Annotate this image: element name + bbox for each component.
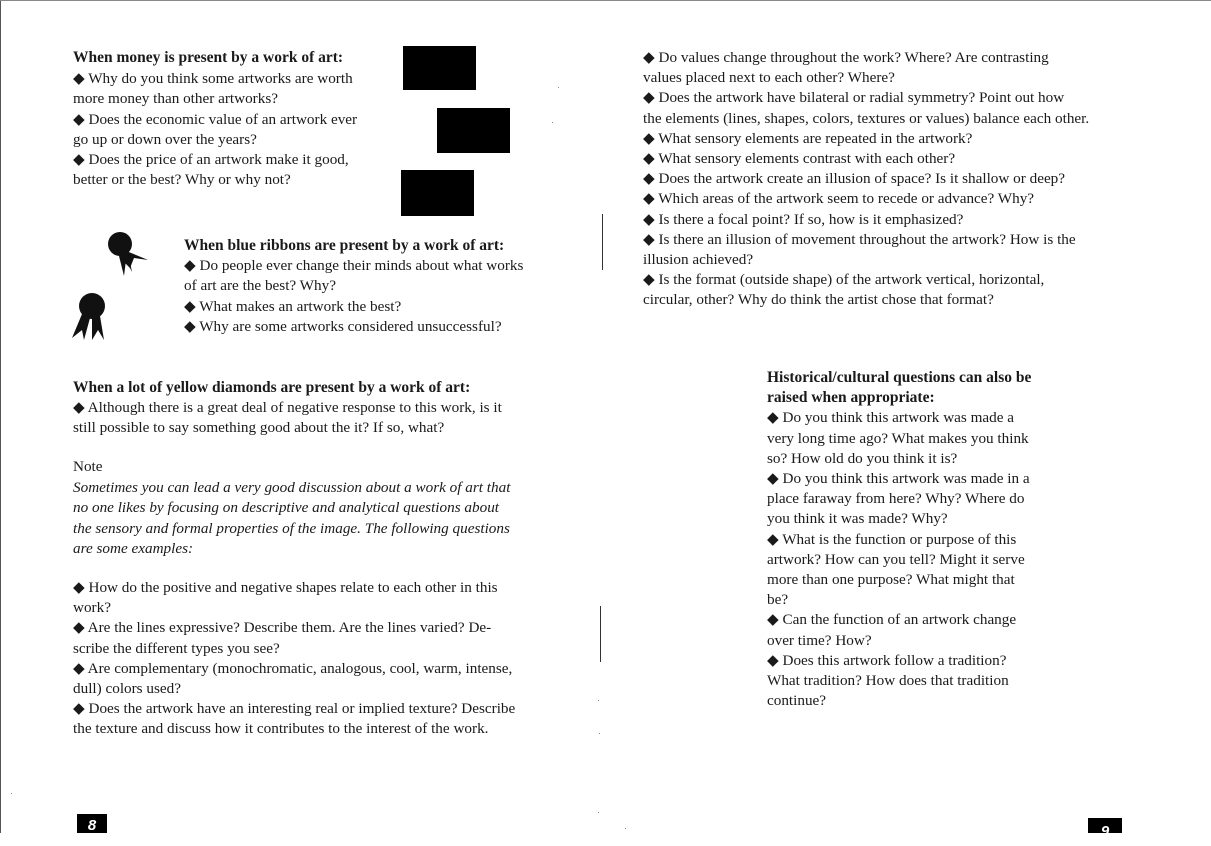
historical-line: over time? How? [767,631,872,649]
ribbons-heading: When blue ribbons are present by a work of art: [184,237,505,254]
diamonds-line: still possible to say something good about the it? If so, what? [73,419,445,437]
ribbons-line: ◆ Do people ever change their minds about what works [184,257,524,275]
blue-ribbon-icon [104,228,150,280]
sensory-line: ◆ What sensory elements are repeated in the artwork? [643,129,973,147]
historical-heading: Historical/cultural questions can also be [767,369,1032,386]
formal-line: dull) colors used? [73,680,181,698]
historical-line: ◆ What is the function or purpose of this [767,530,1017,548]
historical-questions-section [767,368,1087,711]
sensory-line: ◆ Which areas of the artwork seem to recede or advance? Why? [643,190,1035,208]
formal-line: scribe the different types you see? [73,639,280,657]
money-symbol-box [403,46,476,90]
formal-line: ◆ Does the artwork have an interesting real or implied texture? Describe [73,700,516,718]
scan-speck [552,122,553,123]
diamonds-line: ◆ Although there is a great deal of negative response to this work, is it [73,399,502,417]
page-edge-left [0,0,1,833]
historical-line: you think it was made? Why? [767,510,948,528]
sensory-line: ◆ Does the artwork have bilateral or radial symmetry? Point out how [643,89,1065,107]
ribbons-section [184,236,584,337]
historical-line: so? How old do you think it is? [767,449,958,467]
page-edge-top [0,0,1211,1]
note-line: Sometimes you can lead a very good discussion about a work of art that [73,479,511,497]
formal-line: ◆ Are the lines expressive? Describe them. Are the lines varied? De- [73,619,492,637]
note-title: Note [73,458,103,475]
sensory-line: values placed next to each other? Where? [643,69,895,87]
historical-line: continue? [767,692,827,710]
sensory-line: ◆ Is there a focal point? If so, how is it emphasized? [643,210,964,228]
money-line: ◆ Why do you think some artworks are worth [73,70,353,88]
note-line: are some examples: [73,539,194,557]
historical-line: be? [767,591,789,609]
sensory-line: ◆ Do values change throughout the work? Where? Are contrasting [643,49,1049,66]
money-line: more money than other artworks? [73,90,278,108]
sensory-questions-section [643,48,1163,311]
money-line: ◆ Does the economic value of an artwork ever [73,110,358,128]
money-heading: When money is present by a work of art: [73,49,344,66]
sensory-line: ◆ Does the artwork create an illusion of space? Is it shallow or deep? [643,170,1066,188]
sensory-line: illusion achieved? [643,251,754,269]
money-symbol-box [437,108,510,153]
ribbons-line: ◆ Why are some artworks considered unsuccessful? [184,317,502,335]
blue-ribbon-icon [68,290,112,342]
historical-line: ◆ Does this artwork follow a tradition? [767,651,1007,669]
ribbons-line: ◆ What makes an artwork the best? [184,297,402,315]
historical-line: place faraway from here? Why? Where do [767,490,1025,508]
scan-speck [558,87,559,88]
historical-line: ◆ Can the function of an artwork change [767,611,1017,629]
diamonds-section [73,378,593,439]
sensory-line: circular, other? Why do think the artist chose that format? [643,291,994,309]
formal-line: work? [73,599,111,617]
historical-line: What tradition? How does that tradition [767,672,1009,690]
formal-line: ◆ How do the positive and negative shapes relate to each other in this [73,579,498,596]
sensory-line: ◆ What sensory elements contrast with each other? [643,150,956,168]
sensory-line: ◆ Is there an illusion of movement throughout the artwork? How is the [643,230,1076,248]
money-line: ◆ Does the price of an artwork make it good, [73,151,349,169]
historical-line: more than one purpose? What might that [767,571,1015,589]
sensory-line: the elements (lines, shapes, colors, textures or values) balance each other. [643,109,1090,127]
scan-speck [599,733,600,734]
note-section [73,457,593,559]
scan-speck [598,812,599,813]
scan-speck [598,700,599,701]
historical-line: ◆ Do you think this artwork was made in a [767,470,1030,488]
page-number-left: 8 [77,814,107,833]
sensory-line: ◆ Is the format (outside shape) of the artwork vertical, horizontal, [643,271,1045,289]
money-symbol-box [401,170,474,216]
historical-line: ◆ Do you think this artwork was made a [767,409,1015,427]
gutter-mark [600,606,601,662]
historical-line: very long time ago? What makes you think [767,429,1029,447]
scan-speck [625,828,626,829]
formal-questions-section [73,578,593,740]
ribbons-line: of art are the best? Why? [184,277,336,295]
formal-line: the texture and discuss how it contributes to the interest of the work. [73,720,489,738]
money-line: better or the best? Why or why not? [73,171,291,189]
money-section [73,48,403,190]
gutter-mark [602,214,603,270]
scan-speck [11,793,12,794]
page-number-right: 9 [1088,818,1122,833]
note-line: no one likes by focusing on descriptive and analytical questions about [73,499,500,517]
note-line: the sensory and formal properties of the image. The following questions [73,519,510,537]
money-line: go up or down over the years? [73,130,257,148]
diamonds-heading: When a lot of yellow diamonds are present by a work of art: [73,379,471,396]
historical-line: artwork? How can you tell? Might it serve [767,550,1025,568]
historical-heading: raised when appropriate: [767,389,935,407]
formal-line: ◆ Are complementary (monochromatic, analogous, cool, warm, intense, [73,659,513,677]
